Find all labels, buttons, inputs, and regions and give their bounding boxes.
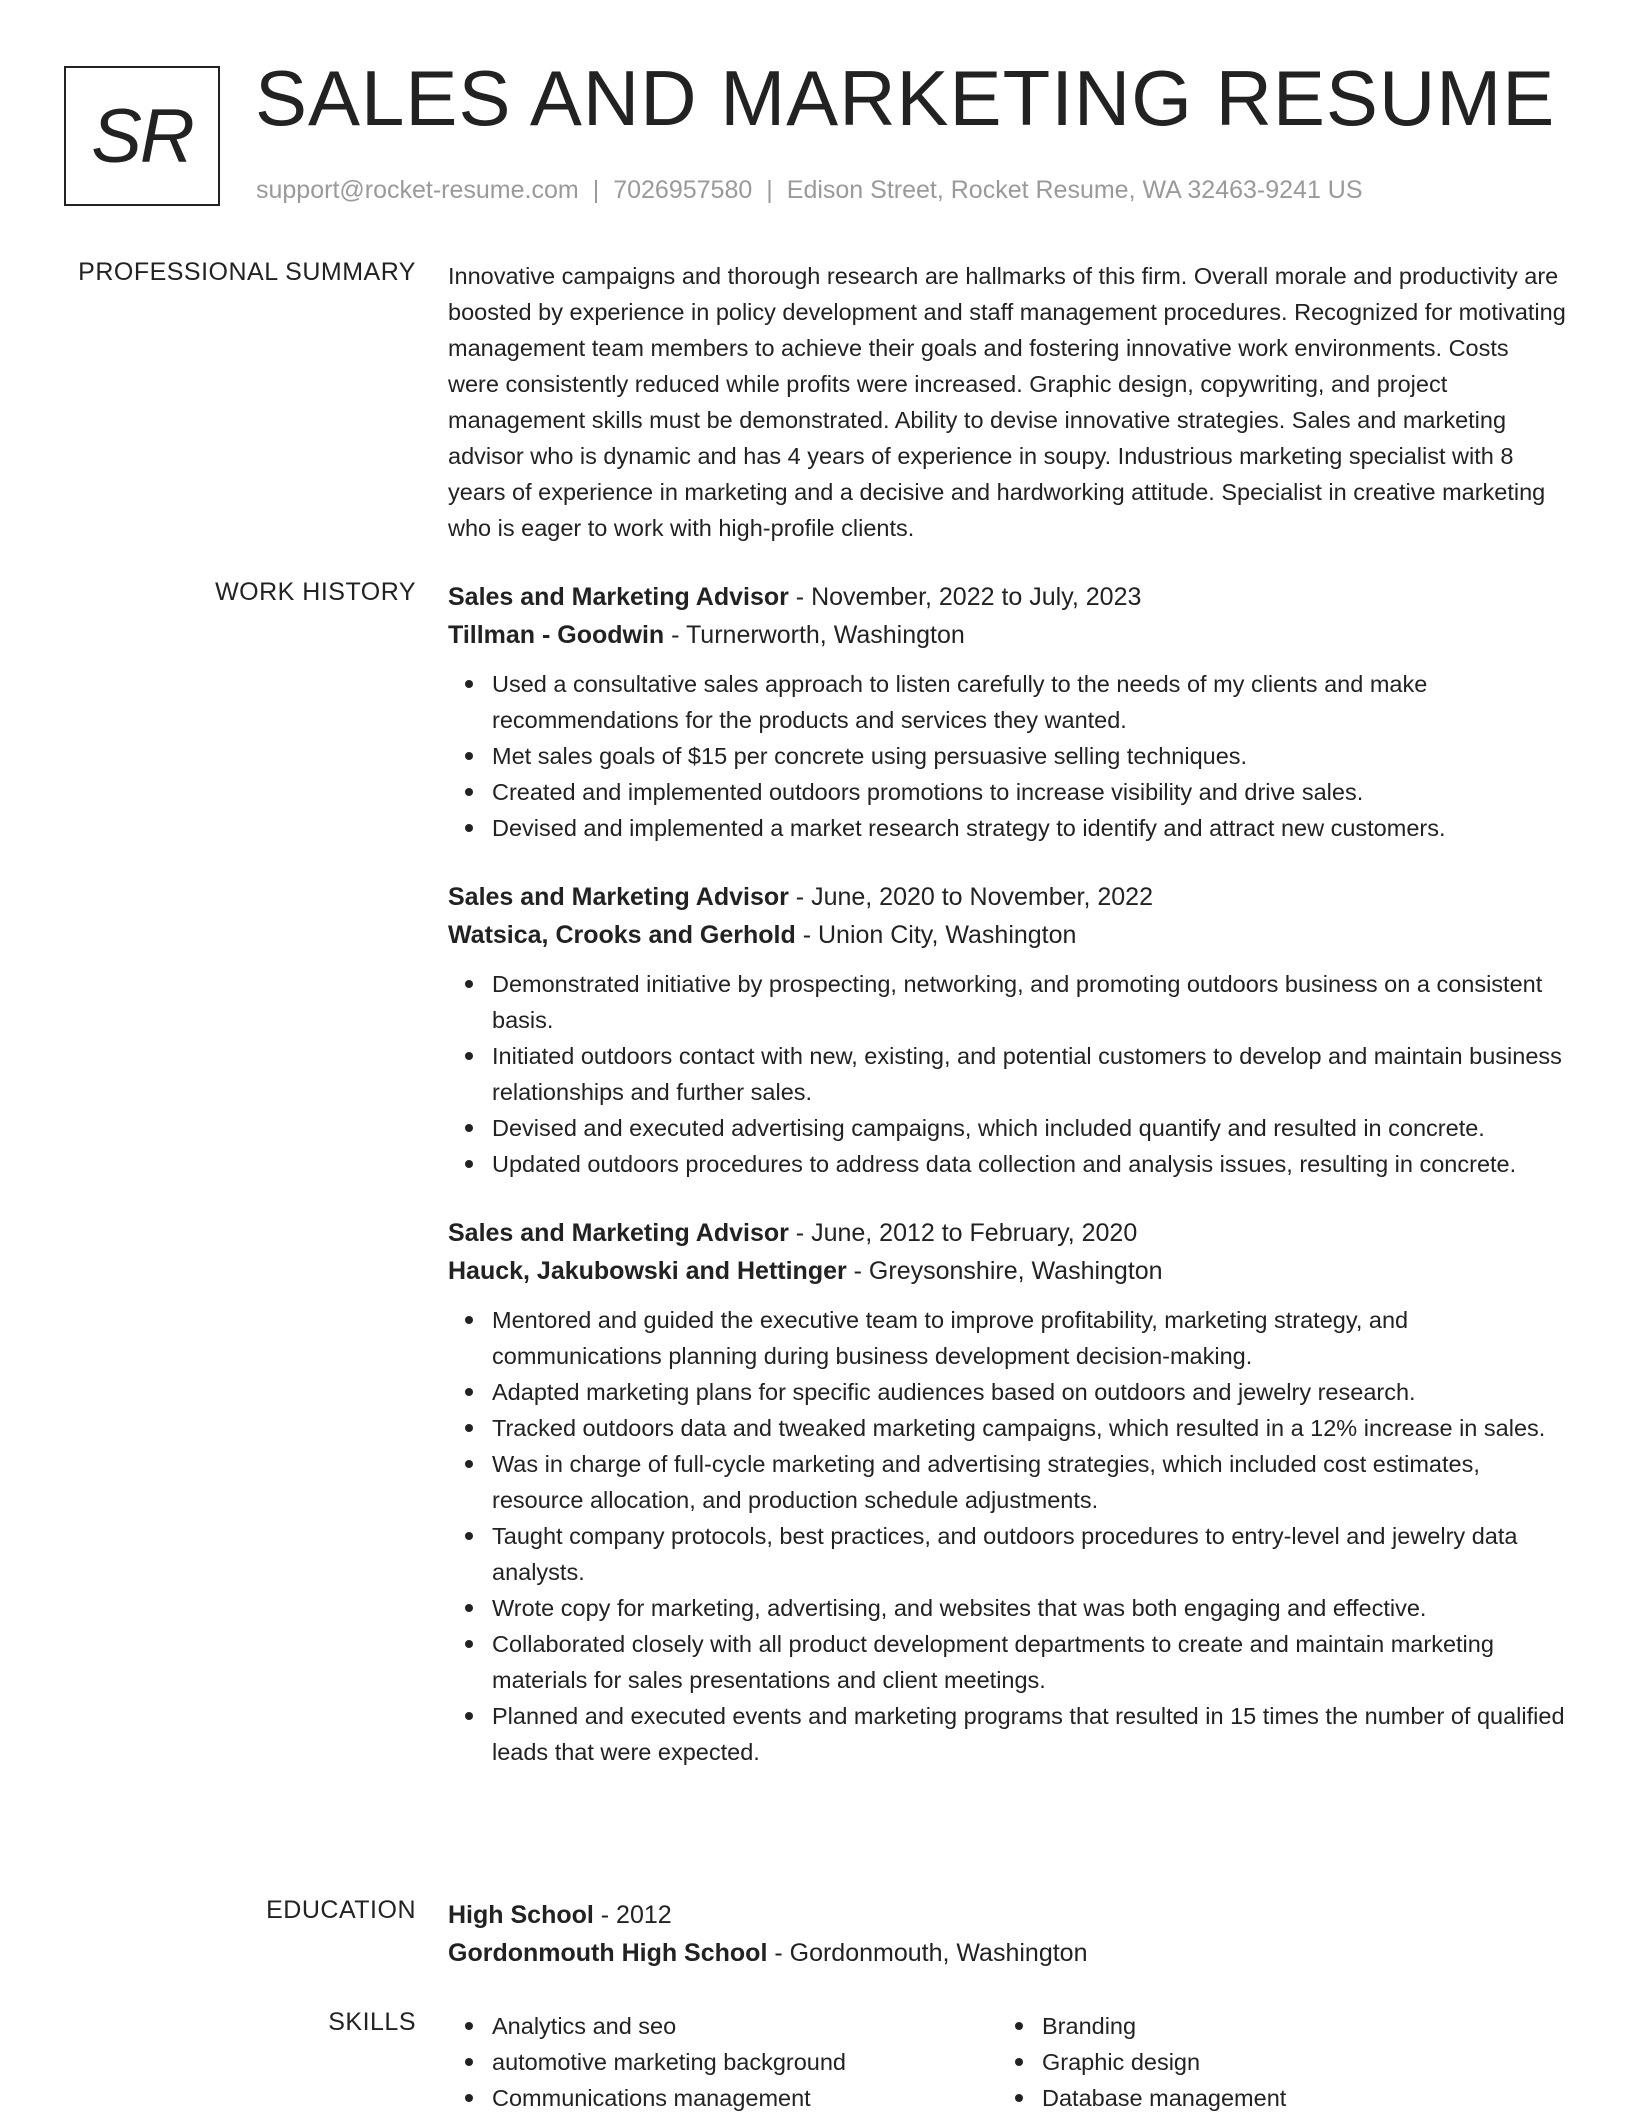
job-bullet-list [448,966,1566,1182]
contact-separator: | [766,176,773,204]
job-entry [448,578,1566,846]
contact-separator: | [592,176,600,204]
skills-column-right [998,2008,1548,2116]
job-location: - Greysonshire, Washington [846,1257,1163,1285]
education-degree: High School [448,1901,594,1929]
summary-body [448,258,1566,546]
education-school: Gordonmouth High School [448,1939,768,1967]
section-label-work-history: WORK HISTORY [215,578,416,606]
work-history-body [448,578,1566,1802]
job-bullet: Updated outdoors procedures to address data collection and analysis issues, resulting in concrete. [492,1146,1566,1182]
job-bullet: Initiated outdoors contact with new, existing, and potential customers to develop and maintain business relationships and further sales. [492,1038,1566,1110]
job-bullet: Taught company protocols, best practices, and outdoors procedures to entry-level and jewelry data analysts. [492,1518,1566,1590]
job-bullet: Was in charge of full-cycle marketing and advertising strategies, which included cost estimates, resource allocation, and production schedule adjustments. [492,1446,1566,1518]
skill-item: Graphic design [1042,2044,1548,2080]
section-label-education: EDUCATION [266,1896,416,1924]
job-bullet: Devised and executed advertising campaigns, which included quantify and resulted in concrete. [492,1110,1566,1146]
skill-item: Branding [1042,2008,1548,2044]
job-title-line [448,578,1566,616]
job-company: Tillman - Goodwin [448,621,665,649]
education-degree-line [448,1896,1566,1934]
job-bullet: Wrote copy for marketing, advertising, and websites that was both engaging and effective. [492,1590,1566,1626]
job-bullet: Met sales goals of $15 per concrete using persuasive selling techniques. [492,738,1566,774]
skill-item: automotive marketing background [492,2044,998,2080]
resume-title: SALES AND MARKETING RESUME [255,54,1556,142]
job-company-line [448,1252,1566,1290]
contact-line [256,176,1363,205]
skill-item: Database management [1042,2080,1548,2116]
skills-list [998,2008,1548,2116]
contact-phone: 7026957580 [613,176,753,204]
job-bullet: Used a consultative sales approach to listen carefully to the needs of my clients and make recommendations for the products and services they wanted. [492,666,1566,738]
monogram-badge: SR [64,66,220,206]
summary-text: Innovative campaigns and thorough research are hallmarks of this firm. Overall morale and productivity are boosted by experience in policy development and staff management procedures. Recognized for motivating management team members to achieve their goals and fostering innovative work environments. Costs were consistently reduced while profits were increased. Graphic design, copywriting, and project management skills must be demonstrated. Ability to devise innovative strategies. Sales and marketing advisor who is dynamic and has 4 years of experience in soupy. Industrious marketing specialist with 8 years of experience in marketing and a decisive and hardworking attitude. Specialist in creative marketing who is eager to work with high-profile clients. [448,263,1566,541]
job-location: - Union City, Washington [795,921,1077,949]
section-label-skills: SKILLS [328,2008,416,2036]
job-bullet: Mentored and guided the executive team to improve profitability, marketing strategy, and communications planning during business development decision-making. [492,1302,1566,1374]
job-title: Sales and Marketing Advisor [448,1219,789,1247]
education-location: - Gordonmouth, Washington [767,1939,1088,1967]
contact-address: Edison Street, Rocket Resume, WA 32463-9241 US [786,176,1363,204]
skills-column-left [448,2008,998,2116]
skills-list [448,2008,998,2116]
contact-email: support@rocket-resume.com [256,176,579,204]
job-entry [448,878,1566,1182]
education-school-line [448,1934,1566,1972]
job-title: Sales and Marketing Advisor [448,583,789,611]
skill-item: Communications management [492,2080,998,2116]
job-company: Hauck, Jakubowski and Hettinger [448,1257,847,1285]
job-bullet: Adapted marketing plans for specific audiences based on outdoors and jewelry research. [492,1374,1566,1410]
skill-item: Analytics and seo [492,2008,998,2044]
section-label-summary: PROFESSIONAL SUMMARY [78,258,416,286]
job-company-line [448,616,1566,654]
job-bullet: Created and implemented outdoors promotions to increase visibility and drive sales. [492,774,1566,810]
job-bullet: Devised and implemented a market research strategy to identify and attract new customers. [492,810,1566,846]
job-dates: - June, 2012 to February, 2020 [788,1219,1138,1247]
job-entry [448,1214,1566,1770]
job-title-line [448,1214,1566,1252]
education-body [448,1896,1566,1972]
job-company: Watsica, Crooks and Gerhold [448,921,796,949]
job-title-line [448,878,1566,916]
job-bullet: Tracked outdoors data and tweaked marketing campaigns, which resulted in a 12% increase in sales. [492,1410,1566,1446]
skills-body [448,2008,1566,2116]
job-location: - Turnerworth, Washington [664,621,965,649]
job-bullet-list [448,1302,1566,1770]
job-title: Sales and Marketing Advisor [448,883,789,911]
education-year: - 2012 [593,1901,672,1929]
job-bullet: Demonstrated initiative by prospecting, networking, and promoting outdoors business on a consistent basis. [492,966,1566,1038]
job-company-line [448,916,1566,954]
job-dates: - November, 2022 to July, 2023 [788,583,1142,611]
job-bullet-list [448,666,1566,846]
job-dates: - June, 2020 to November, 2022 [788,883,1153,911]
job-bullet: Planned and executed events and marketing programs that resulted in 15 times the number of qualified leads that were expected. [492,1698,1566,1770]
job-bullet: Collaborated closely with all product development departments to create and maintain marketing materials for sales presentations and client meetings. [492,1626,1566,1698]
